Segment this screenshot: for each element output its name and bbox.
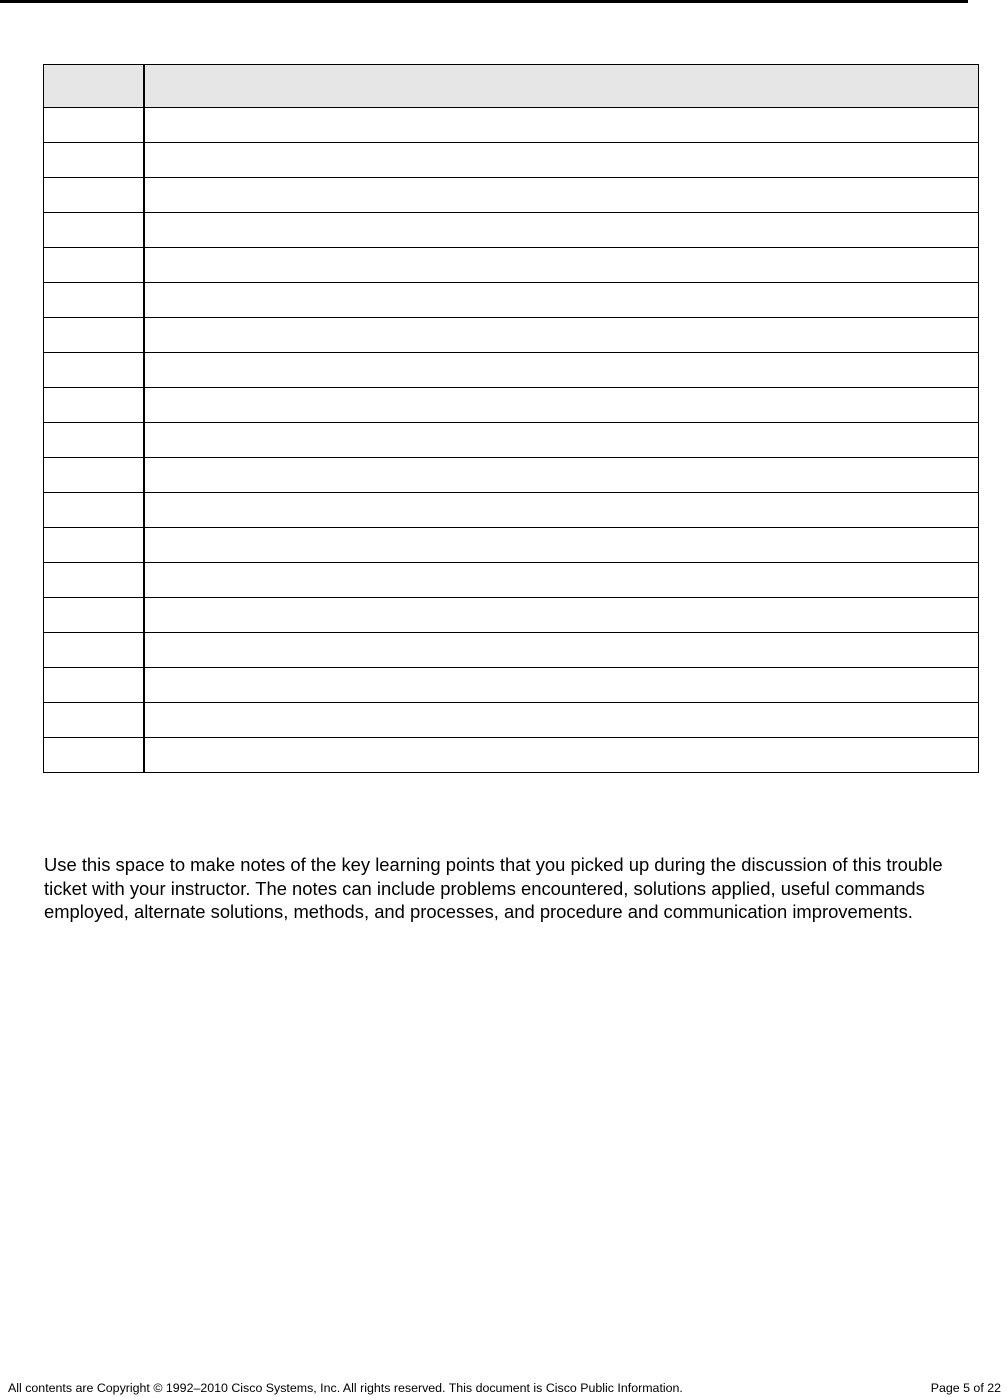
table-cell-step xyxy=(44,633,144,668)
table-cell-description xyxy=(144,703,979,738)
table-cell-step xyxy=(44,318,144,353)
table-cell-description xyxy=(144,633,979,668)
table-row xyxy=(44,668,979,703)
table-cell-description xyxy=(144,318,979,353)
notes-instructions: Use this space to make notes of the key learning points that you picked up during the discussion of this trouble ticket with your instructor. The notes can include problems encountered, solutions applied, useful commands employed, alternate solutions, methods, and processes, and procedure and communication improvements. xyxy=(44,854,943,923)
table-cell-description xyxy=(144,143,979,178)
table-cell-step xyxy=(44,703,144,738)
page-footer xyxy=(8,1381,1001,1395)
copyright-notice: All contents are Copyright © 1992–2010 Cisco Systems, Inc. All rights reserved. This document is Cisco Public Information. xyxy=(8,1381,683,1395)
table-cell-description xyxy=(144,668,979,703)
table-cell-description xyxy=(144,178,979,213)
table-row xyxy=(44,528,979,563)
table-cell-step xyxy=(44,388,144,423)
table-cell-description xyxy=(144,738,979,773)
table-cell-step xyxy=(44,738,144,773)
table-cell-step xyxy=(44,353,144,388)
table-cell-step xyxy=(44,108,144,143)
table-cell-step xyxy=(44,143,144,178)
table-cell-step xyxy=(44,178,144,213)
table-row xyxy=(44,493,979,528)
table-cell-description xyxy=(144,563,979,598)
table-row xyxy=(44,388,979,423)
table-row xyxy=(44,283,979,318)
page-number: Page 5 of 22 xyxy=(930,1381,1001,1395)
header-cell-1 xyxy=(44,65,144,108)
table-cell-description xyxy=(144,283,979,318)
table-cell-step xyxy=(44,283,144,318)
table-row xyxy=(44,738,979,773)
table-header-row xyxy=(44,65,979,108)
table-cell-description xyxy=(144,353,979,388)
table-cell-step xyxy=(44,213,144,248)
table-row xyxy=(44,458,979,493)
table-row xyxy=(44,318,979,353)
table-cell-step xyxy=(44,598,144,633)
table-row xyxy=(44,633,979,668)
table-cell-step xyxy=(44,423,144,458)
table-cell-description xyxy=(144,598,979,633)
table-row xyxy=(44,353,979,388)
table-cell-description xyxy=(144,108,979,143)
table-cell-step xyxy=(44,458,144,493)
table-cell-step xyxy=(44,563,144,598)
table-cell-step xyxy=(44,528,144,563)
table-row xyxy=(44,703,979,738)
table-cell-description xyxy=(144,493,979,528)
table-cell-description xyxy=(144,388,979,423)
table-cell-step xyxy=(44,668,144,703)
table-cell-description xyxy=(144,248,979,283)
table-row xyxy=(44,598,979,633)
table-row xyxy=(44,213,979,248)
table-cell-step xyxy=(44,493,144,528)
table-cell-description xyxy=(144,423,979,458)
table-cell-description xyxy=(144,528,979,563)
blank-log-table xyxy=(43,64,979,773)
table-row xyxy=(44,178,979,213)
table-row xyxy=(44,108,979,143)
table-cell-description xyxy=(144,458,979,493)
table-cell-description xyxy=(144,213,979,248)
table-cell-step xyxy=(44,248,144,283)
table-row xyxy=(44,423,979,458)
table-row xyxy=(44,563,979,598)
header-cell-2 xyxy=(144,65,979,108)
header-rule xyxy=(0,0,968,3)
table-row xyxy=(44,143,979,178)
table-row xyxy=(44,248,979,283)
